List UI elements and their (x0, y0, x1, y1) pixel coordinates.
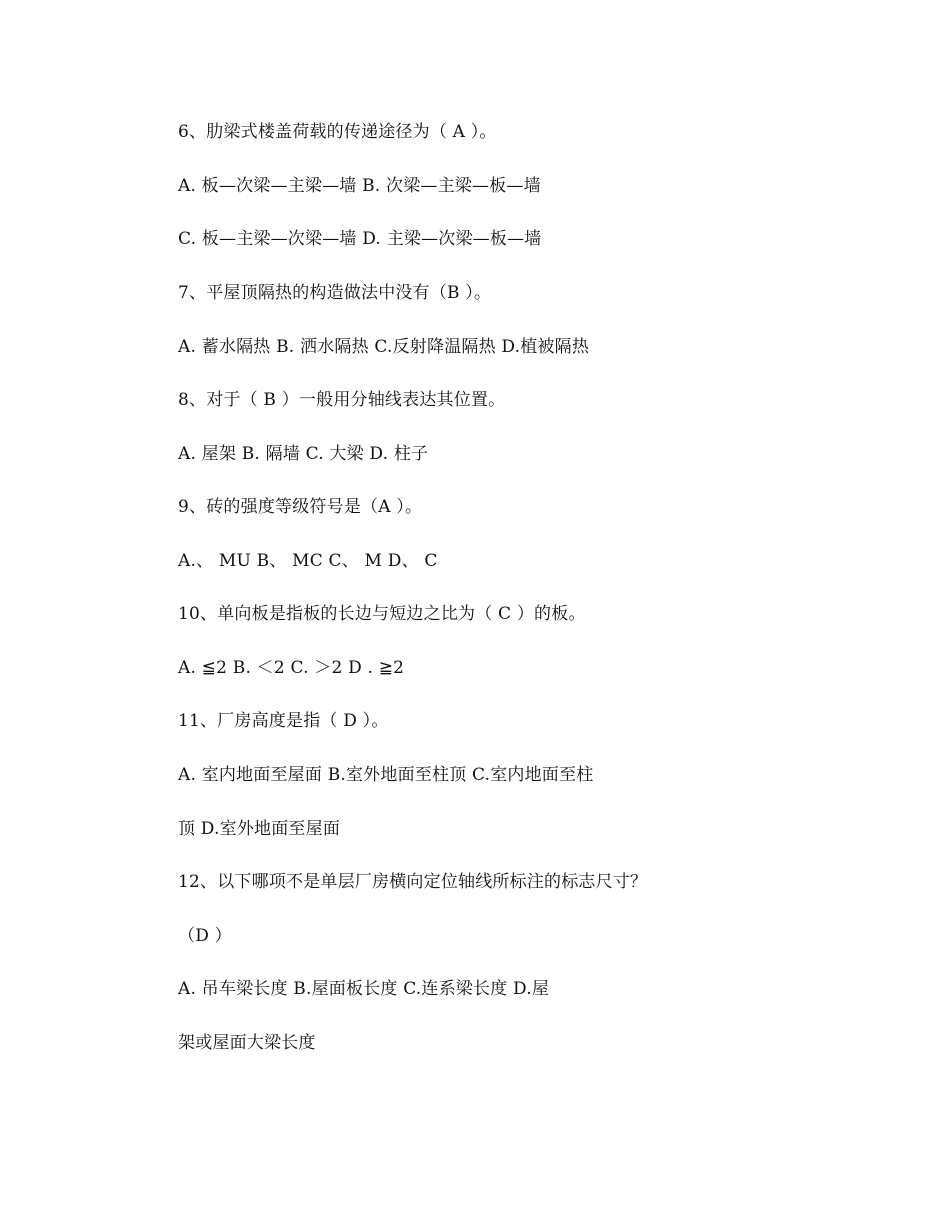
question-10-options: A. ≦2 B. ＜2 C. ＞2 D . ≧2 (178, 658, 405, 678)
question-6-stem: 6、肋梁式楼盖荷载的传递途径为（ A ）。 (178, 122, 497, 142)
question-8-stem: 8、对于（ B ）一般用分轴线表达其位置。 (178, 390, 506, 410)
question-12-answer: （D ） (178, 926, 232, 946)
question-8-options: A. 屋架 B. 隔墙 C. 大梁 D. 柱子 (178, 444, 429, 464)
question-9-stem: 9、砖的强度等级符号是（A ）。 (178, 497, 423, 517)
question-11-stem: 11、厂房高度是指（ D ）。 (178, 711, 389, 731)
question-10-stem: 10、单向板是指板的长边与短边之比为（ C ）的板。 (178, 604, 586, 624)
question-12-options-continued: 架或屋面大梁长度 (178, 1033, 316, 1053)
question-12-stem: 12、以下哪项不是单层厂房横向定位轴线所标注的标志尺寸？ (178, 872, 648, 892)
question-11-options-continued: 顶 D.室外地面至屋面 (178, 819, 341, 839)
question-7-stem: 7、平屋顶隔热的构造做法中没有（B ）。 (178, 283, 492, 303)
question-9-options: A.、 MU B、 MC C、 M D、 C (178, 551, 438, 571)
question-6-options-ab: A. 板—次梁—主梁—墙 B. 次梁—主梁—板—墙 (178, 176, 541, 196)
question-11-options: A. 室内地面至屋面 B.室外地面至柱顶 C.室内地面至柱 (178, 765, 594, 785)
question-12-options: A. 吊车梁长度 B.屋面板长度 C.连系梁长度 D.屋 (178, 979, 550, 999)
question-7-options: A. 蓄水隔热 B. 洒水隔热 C.反射降温隔热 D.植被隔热 (178, 337, 590, 357)
question-6-options-cd: C. 板—主梁—次梁—墙 D. 主梁—次梁—板—墙 (178, 229, 542, 249)
